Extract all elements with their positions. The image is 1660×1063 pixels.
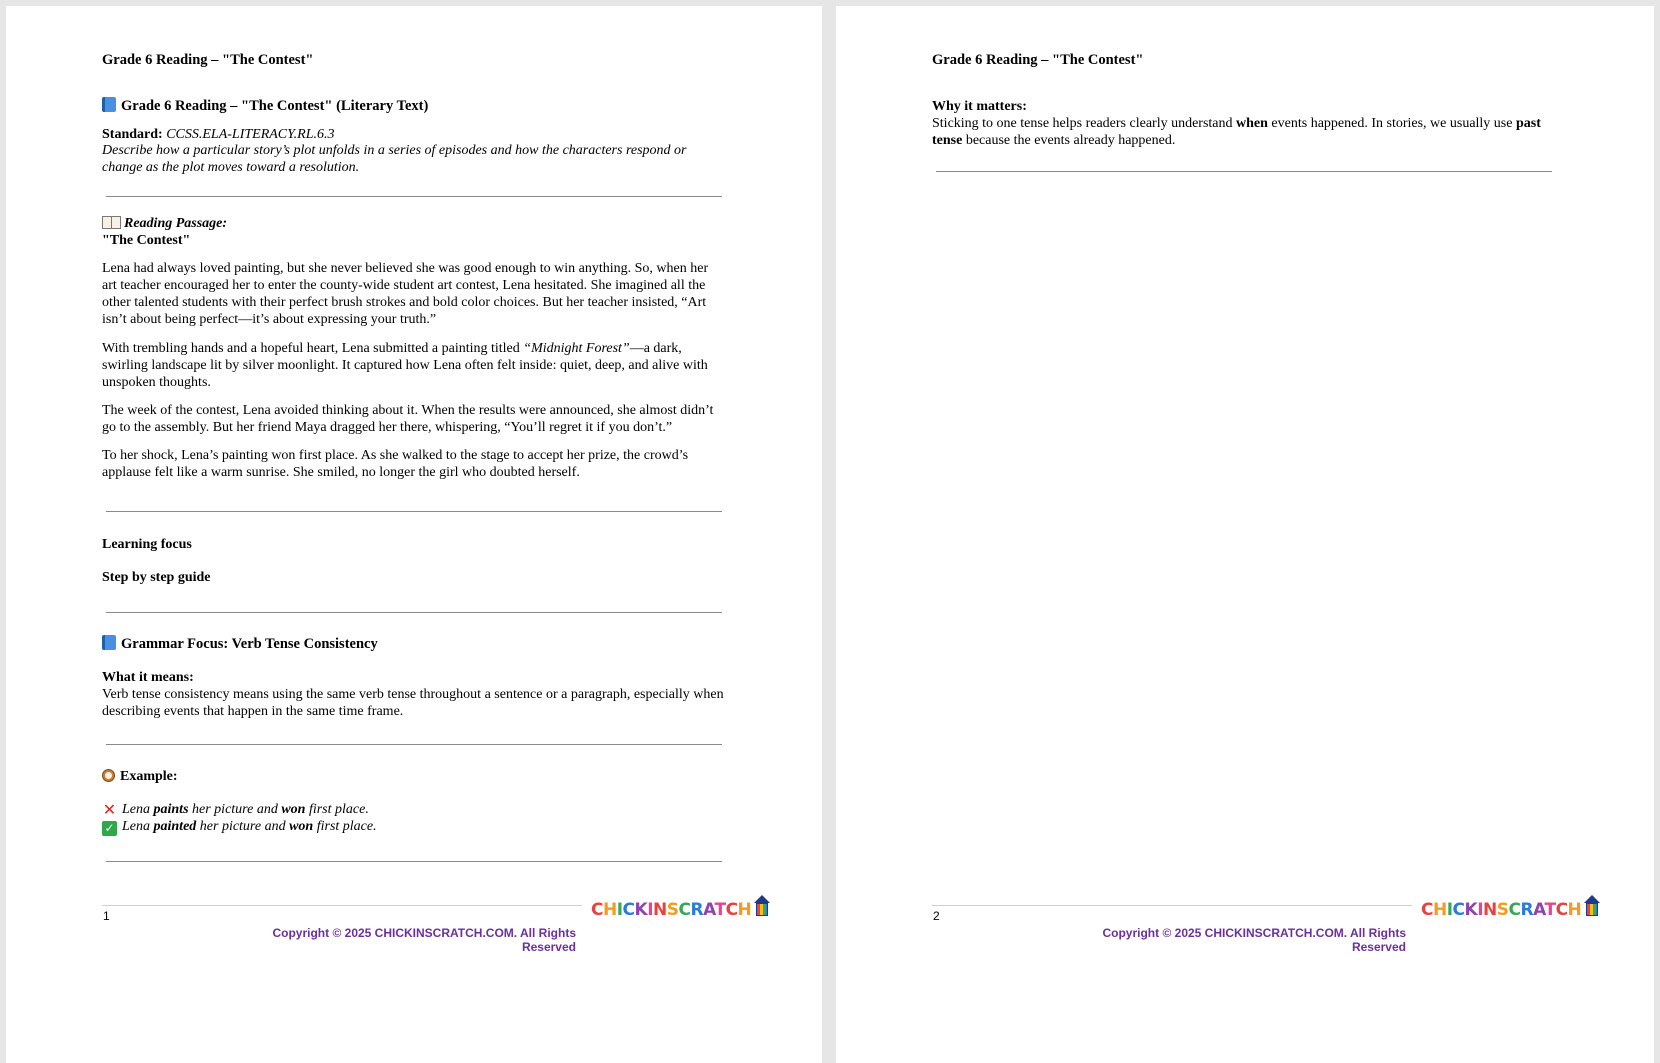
cross-mark-icon: ✕ [102,800,117,819]
divider [106,196,722,197]
painting-title: “Midnight Forest” [523,341,630,356]
clock-icon [102,769,115,782]
why-it-matters-text: Sticking to one tense helps readers clearly understand when events happened. In stories, we usually use past tense because the events already happened. [932,116,1541,148]
page-title-text: Grade 6 Reading – "The Contest" (Literary Text) [121,98,429,114]
standard-block [102,126,724,176]
divider [936,171,1552,172]
page-2 [836,6,1654,1063]
step-guide-heading: Step by step guide [102,570,211,585]
check-mark-icon: ✓ [102,821,117,836]
running-header: Grade 6 Reading – "The Contest" [102,52,314,68]
footer-rule [932,905,1412,906]
passage-paragraph: Lena had always loved painting, but she never believed she was good enough to win anything. So, when her art teacher encouraged her to enter the county-wide student art contest, Lena hesitated. She imagined all the other talented students with their perfect brush strokes and bold color choices. But her teacher insisted, “Art isn’t about being perfect—it’s about expressing your truth.” [102,261,709,327]
what-it-means-label: What it means: [102,670,194,685]
grammar-heading: Grammar Focus: Verb Tense Consistency [102,635,724,653]
copyright-text: Copyright © 2025 CHICKINSCRATCH.COM. All Rights Reserved [272,926,576,954]
page-title [102,97,724,115]
divider [106,861,722,862]
house-logo-icon [753,895,771,917]
page-1 [6,6,822,1063]
passage-header [102,215,724,249]
passage-label: Reading Passage: [124,216,228,231]
running-header: Grade 6 Reading – "The Contest" [932,52,1144,68]
what-it-means-block [102,669,724,720]
learning-focus-heading: Learning focus [102,537,192,552]
passage-paragraph: The week of the contest, Lena avoided thinking about it. When the results were announced, she almost didn’t go to the assembly. But her friend Maya dragged her there, whispering, “You’ll regret it if you don’t.” [102,403,714,435]
why-it-matters-label: Why it matters: [932,99,1027,114]
passage-title: "The Contest" [102,233,191,248]
page-number: 1 [103,909,110,923]
standard-description: Describe how a particular story’s plot unfolds in a series of episodes and how the characters respond or change as the plot moves toward a resolution. [102,143,687,175]
passage-body [102,260,724,481]
example-wrong: ✕ Lena paints her picture and won first place. [102,800,369,819]
standard-code: CCSS.ELA-LITERACY.RL.6.3 [166,127,335,142]
standard-line [102,126,724,143]
what-it-means-text: Verb tense consistency means using the same verb tense throughout a sentence or a paragraph, especially when describing events that happen in the same time frame. [102,687,724,719]
passage-paragraph: To her shock, Lena’s painting won first place. As she walked to the stage to accept her prize, the crowd’s applause felt like a warm sunrise. She smiled, no longer the girl who doubted herself. [102,448,689,480]
example-right: ✓ Lena painted her picture and won first place. [102,818,724,836]
book-icon [102,97,116,112]
book-icon [102,635,116,650]
divider [106,744,722,745]
example-heading: Example: [102,768,724,785]
divider [106,612,722,613]
house-logo-icon [1583,895,1601,917]
open-book-icon [102,216,120,228]
chickinscratch-logo: CHICKINSCRATCH [1421,895,1601,920]
standard-label: Standard: [102,127,163,142]
copyright-text: Copyright © 2025 CHICKINSCRATCH.COM. All Rights Reserved [1102,926,1406,954]
why-it-matters-block [932,98,1554,149]
passage-paragraph: With trembling hands and a hopeful heart, Lena submitted a painting titled “Midnight Forest”—a dark, swirling landscape lit by silver moonlight. It captured how Lena often felt inside: quiet, deep, and alive with unspoken thoughts. [102,341,708,390]
divider [106,511,722,512]
passage-label-line [102,215,724,232]
chickinscratch-logo: CHICKINSCRATCH [591,895,771,920]
footer-rule [102,905,582,906]
example-list [102,801,724,836]
page-number: 2 [933,909,940,923]
